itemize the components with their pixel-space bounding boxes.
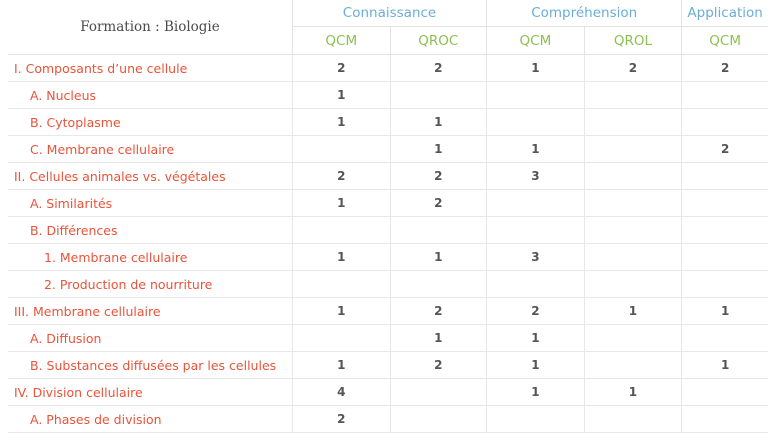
count-cell [584, 244, 682, 271]
count-cell [292, 136, 390, 163]
count-cell: 2 [682, 136, 768, 163]
count-cell: 1 [390, 244, 487, 271]
count-cell: 2 [292, 406, 390, 433]
count-cell: 1 [292, 109, 390, 136]
count-cell [682, 244, 768, 271]
count-cell [487, 271, 585, 298]
count-cell [584, 406, 682, 433]
group-header-application: Application [682, 0, 768, 27]
count-cell: 2 [487, 298, 585, 325]
table-row [8, 217, 768, 244]
count-cell [584, 109, 682, 136]
count-cell [487, 190, 585, 217]
column-header: QCM [487, 27, 585, 55]
table-row [8, 379, 768, 406]
column-header: QROL [584, 27, 682, 55]
question-distribution-table [8, 0, 768, 433]
count-cell: 2 [390, 190, 487, 217]
table-row [8, 406, 768, 433]
table-row [8, 82, 768, 109]
count-cell: 1 [682, 352, 768, 379]
count-cell [584, 217, 682, 244]
count-cell [390, 406, 487, 433]
count-cell [682, 82, 768, 109]
count-cell: 2 [390, 55, 487, 82]
row-label[interactable]: 2. Production de nourriture [8, 271, 292, 298]
table-row [8, 136, 768, 163]
count-cell [682, 406, 768, 433]
count-cell: 1 [487, 55, 585, 82]
row-label[interactable]: B. Différences [8, 217, 292, 244]
row-label[interactable]: A. Similarités [8, 190, 292, 217]
count-cell: 2 [292, 55, 390, 82]
count-cell: 2 [682, 55, 768, 82]
count-cell [390, 217, 487, 244]
count-cell: 1 [292, 298, 390, 325]
count-cell [682, 190, 768, 217]
count-cell: 2 [390, 352, 487, 379]
row-label[interactable]: C. Membrane cellulaire [8, 136, 292, 163]
count-cell [584, 352, 682, 379]
count-cell [682, 379, 768, 406]
row-label[interactable]: A. Phases de division [8, 406, 292, 433]
count-cell [292, 325, 390, 352]
table-row [8, 298, 768, 325]
count-cell: 4 [292, 379, 390, 406]
count-cell: 2 [390, 163, 487, 190]
table-body [8, 55, 768, 433]
row-label[interactable]: II. Cellules animales vs. végétales [8, 163, 292, 190]
count-cell [584, 136, 682, 163]
count-cell [682, 271, 768, 298]
subject-label: Formation : Biologie [8, 0, 292, 55]
row-label[interactable]: III. Membrane cellulaire [8, 298, 292, 325]
count-cell [584, 82, 682, 109]
table-row [8, 109, 768, 136]
count-cell: 2 [390, 298, 487, 325]
count-cell: 1 [390, 109, 487, 136]
table-row [8, 55, 768, 82]
count-cell: 1 [390, 325, 487, 352]
count-cell: 1 [487, 379, 585, 406]
count-cell [390, 82, 487, 109]
row-label[interactable]: B. Substances diffusées par les cellules [8, 352, 292, 379]
count-cell: 2 [584, 55, 682, 82]
count-cell [682, 109, 768, 136]
table-row [8, 244, 768, 271]
count-cell [682, 217, 768, 244]
count-cell: 1 [487, 352, 585, 379]
count-cell: 1 [292, 352, 390, 379]
count-cell [487, 82, 585, 109]
row-label[interactable]: A. Diffusion [8, 325, 292, 352]
count-cell: 1 [584, 379, 682, 406]
row-label[interactable]: I. Composants d’une cellule [8, 55, 292, 82]
table-row [8, 190, 768, 217]
table-row [8, 163, 768, 190]
table-row [8, 352, 768, 379]
count-cell: 1 [390, 136, 487, 163]
table-row [8, 271, 768, 298]
count-cell: 1 [487, 325, 585, 352]
table-row [8, 325, 768, 352]
row-label[interactable]: B. Cytoplasme [8, 109, 292, 136]
row-label[interactable]: 1. Membrane cellulaire [8, 244, 292, 271]
count-cell [682, 163, 768, 190]
group-header-row [8, 0, 768, 27]
count-cell [584, 325, 682, 352]
count-cell: 2 [292, 163, 390, 190]
count-cell [584, 163, 682, 190]
count-cell [390, 271, 487, 298]
count-cell [487, 109, 585, 136]
count-cell: 1 [292, 190, 390, 217]
count-cell [292, 271, 390, 298]
count-cell: 3 [487, 244, 585, 271]
row-label[interactable]: IV. Division cellulaire [8, 379, 292, 406]
count-cell [390, 379, 487, 406]
count-cell [682, 325, 768, 352]
count-cell [487, 217, 585, 244]
count-cell: 1 [584, 298, 682, 325]
column-header: QCM [292, 27, 390, 55]
column-header: QCM [682, 27, 768, 55]
count-cell [292, 217, 390, 244]
row-label[interactable]: A. Nucleus [8, 82, 292, 109]
count-cell [584, 271, 682, 298]
group-header-connaissance: Connaissance [292, 0, 486, 27]
count-cell: 1 [292, 244, 390, 271]
column-header: QROC [390, 27, 487, 55]
group-header-comprehension: Compréhension [487, 0, 682, 27]
count-cell: 1 [292, 82, 390, 109]
count-cell: 1 [682, 298, 768, 325]
count-cell [584, 190, 682, 217]
count-cell [487, 406, 585, 433]
count-cell: 1 [487, 136, 585, 163]
count-cell: 3 [487, 163, 585, 190]
